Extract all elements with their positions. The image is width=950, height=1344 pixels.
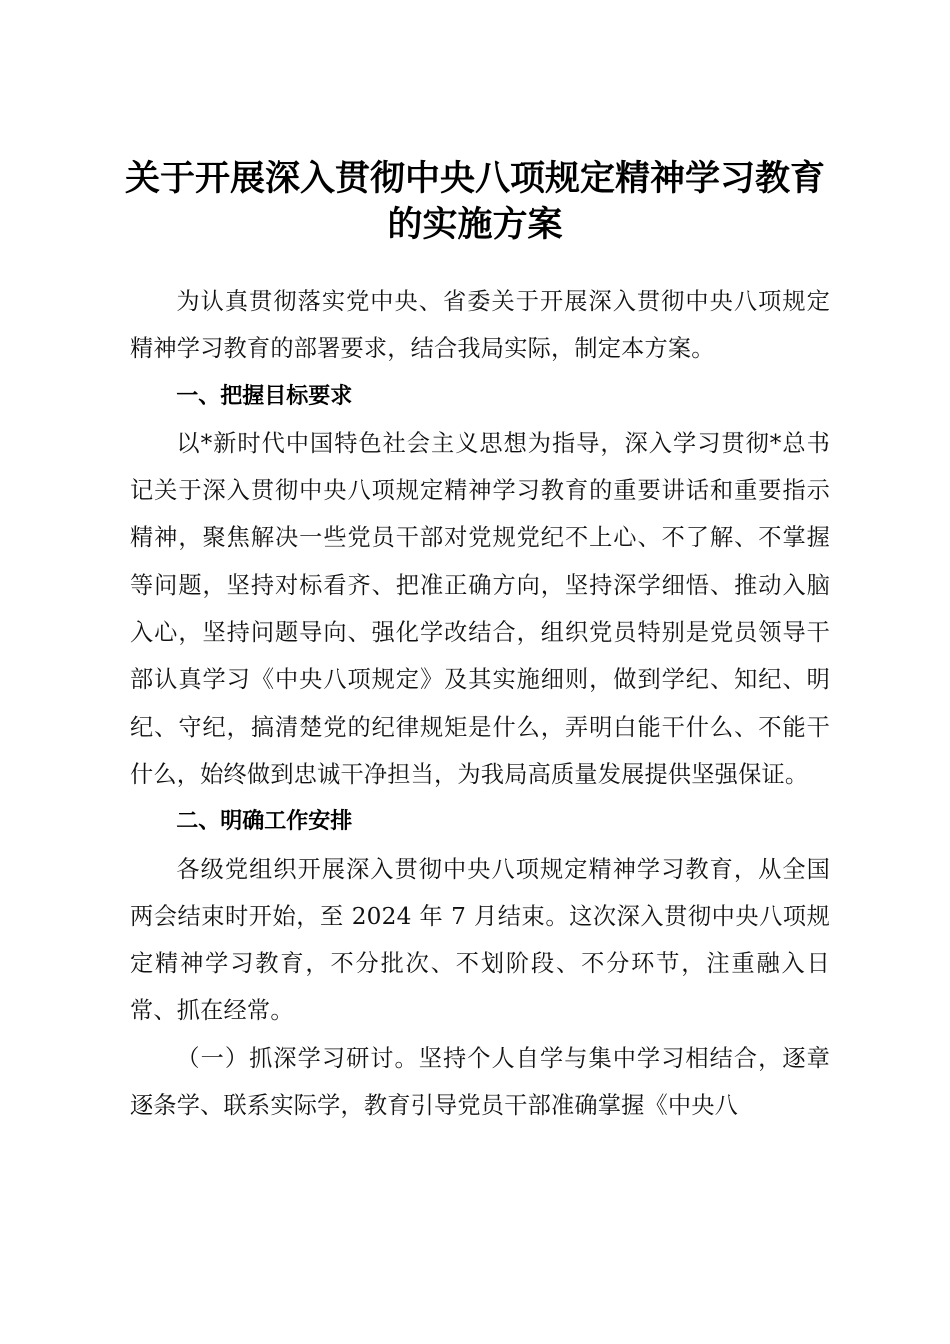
document-body bbox=[130, 278, 830, 1129]
intro-paragraph: 为认真贯彻落实党中央、省委关于开展深入贯彻中央八项规定精神学习教育的部署要求，结合我局实际，制定本方案。 bbox=[130, 288, 830, 363]
document-title-line-1: 关于开展深入贯彻中央八项规定精神学习教育 bbox=[124, 158, 825, 199]
section-2-heading: 二、明确工作安排 bbox=[176, 809, 353, 835]
section-2-paragraph: 各级党组织开展深入贯彻中央八项规定精神学习教育，从全国两会结束时开始，至 2024 年 7 月结束。这次深入贯彻中央八项规定精神学习教育，不分批次、不划阶段、不分环节，注重融入日常、抓在经常。 bbox=[130, 855, 830, 1025]
section-1-paragraph: 以*新时代中国特色社会主义思想为指导，深入学习贯彻*总书记关于深入贯彻中央八项规定精神学习教育的重要讲话和重要指示精神，聚焦解决一些党员干部对党规党纪不上心、不了解、不掌握等问题，坚持对标看齐、把准正确方向，坚持深学细悟、推动入脑入心，坚持问题导向、强化学改结合，组织党员特别是党员领导干部认真学习《中央八项规定》及其实施细则，做到学纪、知纪、明纪、守纪，搞清楚党的纪律规矩是什么，弄明白能干什么、不能干什么，始终做到忠诚干净担当，为我局高质量发展提供坚强保证。 bbox=[130, 429, 830, 788]
section-2-subsection-1-paragraph: （一）抓深学习研讨。坚持个人自学与集中学习相结合，逐章逐条学、联系实际学，教育引导党员干部准确掌握《中央八 bbox=[130, 1044, 830, 1120]
document-title-line-2: 的实施方案 bbox=[387, 204, 563, 245]
section-1-heading: 一、把握目标要求 bbox=[176, 383, 353, 409]
